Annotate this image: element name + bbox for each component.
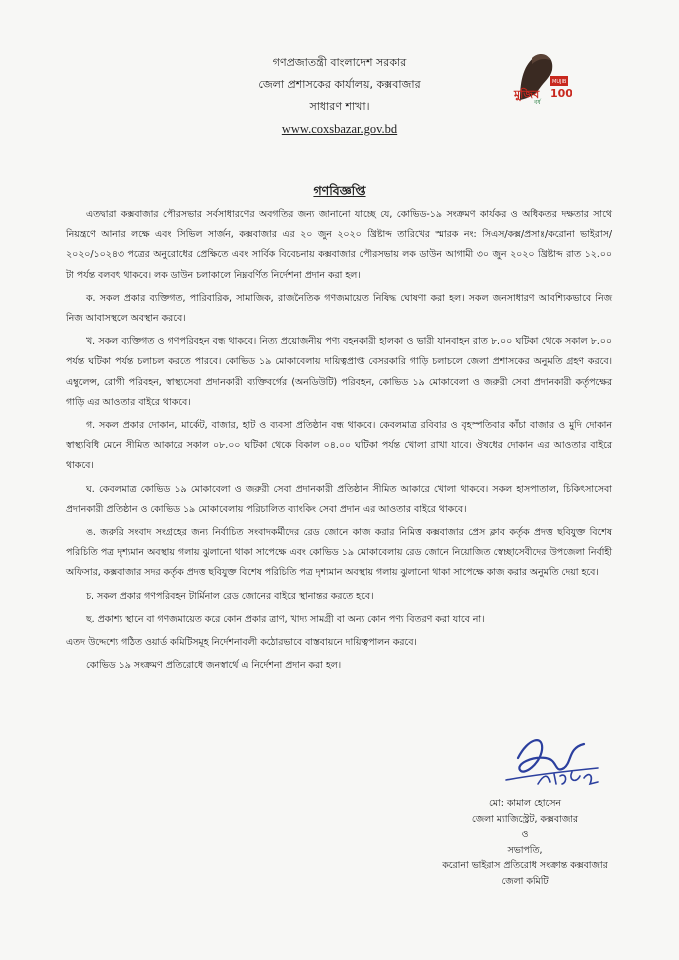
mujib-borsho-logo xyxy=(510,50,572,106)
signature-icon xyxy=(498,728,616,794)
government-name: গণপ্রজাতন্ত্রী বাংলাদেশ সরকার xyxy=(272,56,407,69)
committee-name-line2: জেলা কমিটি xyxy=(501,875,549,887)
committee-note: এতদ উদ্দেশ্যে গঠিত ওয়ার্ড কমিটিসমূহ নির্দেশনাবলী কঠোরভাবে বাস্তবায়নে দায়িত্বপালন করবে। xyxy=(66,637,417,649)
signatory-name: মো: কামাল হোসেন xyxy=(488,798,562,809)
directive-ka: ক. সকল প্রকার ব্যক্তিগত, পারিবারিক, সামাজিক, রাজনৈতিক গণজমায়েত নিষিদ্ধ ঘোষণা করা হল। সকল জনসাধারণ আবশ্যিকভাবে নিজ নিজ আবাসস্থলে অবস্থান করবে। xyxy=(66,292,612,325)
directive-ga: গ. সকল প্রকার দোকান, মার্কেট, বাজার, হাট ও ব্যবসা প্রতিষ্ঠান বন্ধ থাকবে। কেবলমাত্র রবিবার ও বৃহস্পতিবার কাঁচা বাজার ও মুদি দোকান স্বাস্থ্যবিধি মেনে সীমিত আকারে সকাল ০৮.০০ ঘটিকা থেকে বিকাল ০৪.০০ ঘটিকা পর্যন্ত খোলা রাখা যাবে। ঔষধের দোকান এর আওতার বাইরে থাকবে। xyxy=(66,420,612,472)
logo-number: 100 xyxy=(550,87,572,100)
directive-umo: ঙ. জরুরি সংবাদ সংগ্রহের জন্য নির্বাচিত সংবাদকর্মীদের রেড জোনে কাজ করার নিমিত্ত কক্সবাজার প্রেস ক্লাব কর্তৃক প্রদত্ত ছবিযুক্ত বিশেষ পরিচিতি পত্র দৃশ্যমান অবস্থায় গলায় ঝুলানো থাকা সাপেক্ষে এবং কোভিড ১৯ মোকাবেলায় রেড জোনে নিয়োজিত স্বেচ্ছাসেবীদের উপজেলা নির্বাহী অফিসার, কক্সবাজার সদর কর্তৃক প্রদত্ত ছবিযুক্ত বিশেষ পরিচিতি পত্র দৃশ্যমান অবস্থায় গলায় ঝুলানো থাকা সাপেক্ষে কাজ করার অনুমতি দেয়া হবে। xyxy=(66,527,612,579)
directive-cha: চ. সকল প্রকার গণপরিবহন টার্মিনাল রেড জোনের বাইরে স্থানান্তর করতে হবে। xyxy=(86,590,374,602)
signatory-conjunction: ও xyxy=(521,829,529,841)
directive-chha: ছ. প্রকাশ্য স্থানে বা গণজমায়েত করে কোন প্রকার ত্রাণ, খাদ্য সামগ্রী বা অন্য কোন পণ্য বিতরণ করা যাবে না। xyxy=(86,613,485,625)
signatory-designation: জেলা ম্যাজিস্ট্রেট, কক্সবাজার xyxy=(471,813,579,825)
office-name: জেলা প্রশাসকের কার্যালয়, কক্সবাজার xyxy=(258,78,421,91)
signatory-role: সভাপতি, xyxy=(507,844,543,856)
logo-small-text: MUJIB xyxy=(552,79,567,85)
closing-line: কোভিড ১৯ সংক্রমণ প্রতিরোধে জনস্বার্থে এ নির্দেশনা প্রদান করা হল। xyxy=(86,660,342,672)
directive-kha: খ. সকল ব্যক্তিগত ও গণপরিবহন বন্ধ থাকবে। নিত্য প্রয়োজনীয় পণ্য বহনকারী হালকা ও ভারী যানবাহন রাত ৮.০০ ঘটিকা থেকে সকাল ৮.০০ পর্যন্ত ঘটিকা পর্যন্ত চলাচল করতে পারবে। কোভিড ১৯ মোকাবেলায় দায়িত্বপ্রাপ্ত বেসরকারি গাড়ি চলাচলে জেলা প্রশাসকের অনুমতি গ্রহণ করবে। এম্বুলেন্স, রোগী পরিবহন, স্বাস্থ্যসেবা প্রদানকারী ব্যক্তিবর্গের (অনডিউটি) পরিবহন, কোভিড ১৯ মোকাবেলা ও জরুরী সেবা প্রদানকারী কর্তৃপক্ষের গাড়ি এর আওতার বাইরে থাকবে। xyxy=(66,336,612,408)
office-header xyxy=(0,52,679,140)
logo-text: মুজিব xyxy=(514,88,540,101)
website-link[interactable]: www.coxsbazar.gov.bd xyxy=(281,122,398,136)
notice-body xyxy=(66,205,612,679)
directive-gha: ঘ. কেবলমাত্র কোভিড ১৯ মোকাবেলা ও জরুরী সেবা প্রদানকারী প্রতিষ্ঠান সীমিত আকারে খোলা থাকবে। সকল হাসপাতাল, চিকিৎসাসেবা প্রদানকারী প্রতিষ্ঠান ও কোভিড ১৯ মোকাবেলায় পরিচালিত ব্যাংকিং সেবা প্রদান এর আওতার বাইরে থাকবে। xyxy=(66,483,612,515)
branch-name: সাধারণ শাখা। xyxy=(309,100,370,113)
logo-subtext: বর্ষ xyxy=(534,99,541,106)
committee-name-line1: করোনা ভাইরাস প্রতিরোধ সংক্রান্ত কক্সবাজার xyxy=(442,860,608,872)
notice-title: গণবিজ্ঞপ্তি xyxy=(313,183,366,198)
handwritten-signature xyxy=(498,728,616,794)
intro-paragraph: এতদ্বারা কক্সবাজার পৌরসভার সর্বসাধারণের অবগতির জন্য জানানো যাচ্ছে যে, কোভিড-১৯ সংক্রমণ কার্যকর ও অধিকতর দক্ষতার সাথে নিয়ন্ত্রণে আনার লক্ষে এবং সিভিল সার্জন, কক্সবাজার এর ২০ জুন ২০২০ খ্রিষ্টাব্দ তারিখের স্মারক নং: সিএস/কক্স/প্রসাঃ/করোনা ভাইরাস/২০২০/১০২৪৩ পত্রের অনুরোধের প্রেক্ষিতে এবং সার্বিক বিবেচনায় কক্সবাজার পৌরসভায় লক ডাউন আগামী ৩০ জুন ২০২০ খ্রিষ্টাব্দ রাত ১২.০০ টা পর্যন্ত বলবৎ থাকবে। লক ডাউন চলাকালে নিম্নবর্ণিত নির্দেশনা প্রদান করা হল। xyxy=(66,209,612,281)
signatory-block xyxy=(420,796,630,890)
mujib-logo-icon xyxy=(510,50,572,106)
